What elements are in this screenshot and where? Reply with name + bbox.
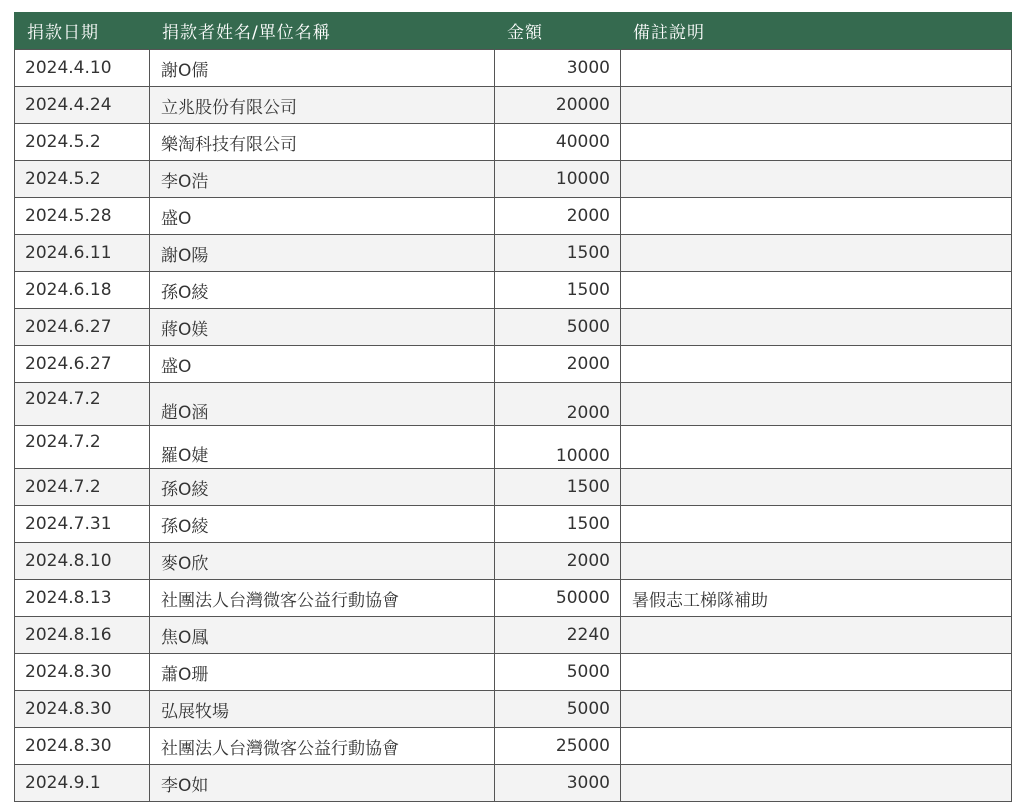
table-row [15,161,1012,198]
amount-cell: 3000 [495,50,621,87]
donor-name-cell: 盛O [150,198,495,235]
donor-name-cell: 孫O綾 [150,469,495,506]
table-header [15,12,1012,50]
donor-name-cell: 李O浩 [150,161,495,198]
donor-name-cell: 李O如 [150,765,495,802]
table-row [15,654,1012,691]
date-cell: 2024.6.18 [15,272,150,309]
table-body [15,50,1012,802]
note-cell [621,124,1012,161]
donor-name-cell: 社團法人台灣微客公益行動協會 [150,728,495,765]
date-cell: 2024.7.2 [15,469,150,506]
table-row [15,469,1012,506]
amount-cell: 2000 [495,198,621,235]
note-cell [621,235,1012,272]
date-cell: 2024.6.27 [15,346,150,383]
donor-name-cell: 盛O [150,346,495,383]
note-cell [621,765,1012,802]
donor-name-cell: 弘展牧場 [150,691,495,728]
donation-table [14,12,1012,802]
table-row [15,235,1012,272]
amount-cell: 5000 [495,691,621,728]
table-row [15,309,1012,346]
date-cell: 2024.6.11 [15,235,150,272]
amount-cell: 1500 [495,506,621,543]
date-cell: 2024.4.24 [15,87,150,124]
note-cell [621,383,1012,426]
date-cell: 2024.8.16 [15,617,150,654]
date-cell: 2024.7.31 [15,506,150,543]
donor-name-cell: 蕭O珊 [150,654,495,691]
amount-cell: 2000 [495,383,621,426]
note-cell [621,691,1012,728]
date-cell: 2024.4.10 [15,50,150,87]
note-cell [621,506,1012,543]
note-cell [621,728,1012,765]
note-cell [621,346,1012,383]
header-date: 捐款日期 [15,12,150,50]
note-cell [621,161,1012,198]
amount-cell: 2000 [495,346,621,383]
donor-name-cell: 焦O鳳 [150,617,495,654]
table-row [15,506,1012,543]
amount-cell: 10000 [495,426,621,469]
donor-name-cell: 孫O綾 [150,272,495,309]
date-cell: 2024.8.13 [15,580,150,617]
amount-cell: 3000 [495,765,621,802]
date-cell: 2024.5.28 [15,198,150,235]
note-cell [621,426,1012,469]
donor-name-cell: 立兆股份有限公司 [150,87,495,124]
donor-name-cell: 羅O婕 [150,426,495,469]
table-row [15,580,1012,617]
amount-cell: 1500 [495,272,621,309]
date-cell: 2024.8.30 [15,654,150,691]
note-cell [621,309,1012,346]
amount-cell: 2000 [495,543,621,580]
donor-name-cell: 麥O欣 [150,543,495,580]
amount-cell: 20000 [495,87,621,124]
table-row [15,124,1012,161]
amount-cell: 2240 [495,617,621,654]
donation-table-container [14,12,1011,802]
note-cell [621,543,1012,580]
table-row [15,543,1012,580]
date-cell: 2024.7.2 [15,426,150,469]
date-cell: 2024.8.30 [15,691,150,728]
table-row [15,617,1012,654]
donor-name-cell: 孫O綾 [150,506,495,543]
date-cell: 2024.8.10 [15,543,150,580]
donor-name-cell: 社團法人台灣微客公益行動協會 [150,580,495,617]
date-cell: 2024.9.1 [15,765,150,802]
header-note: 備註說明 [621,12,1012,50]
table-row [15,426,1012,469]
donor-name-cell: 樂淘科技有限公司 [150,124,495,161]
donor-name-cell: 謝O儒 [150,50,495,87]
table-row [15,728,1012,765]
note-cell [621,617,1012,654]
donor-name-cell: 謝O陽 [150,235,495,272]
table-row [15,50,1012,87]
note-cell [621,272,1012,309]
table-row [15,691,1012,728]
date-cell: 2024.5.2 [15,124,150,161]
note-cell [621,654,1012,691]
amount-cell: 25000 [495,728,621,765]
amount-cell: 1500 [495,469,621,506]
note-cell: 暑假志工梯隊補助 [621,580,1012,617]
note-cell [621,87,1012,124]
amount-cell: 5000 [495,309,621,346]
date-cell: 2024.7.2 [15,383,150,426]
amount-cell: 40000 [495,124,621,161]
donor-name-cell: 蔣O媄 [150,309,495,346]
amount-cell: 1500 [495,235,621,272]
date-cell: 2024.8.30 [15,728,150,765]
table-row [15,765,1012,802]
amount-cell: 50000 [495,580,621,617]
amount-cell: 10000 [495,161,621,198]
header-donor-name: 捐款者姓名/單位名稱 [150,12,495,50]
date-cell: 2024.6.27 [15,309,150,346]
amount-cell: 5000 [495,654,621,691]
table-row [15,87,1012,124]
note-cell [621,469,1012,506]
note-cell [621,198,1012,235]
table-row [15,346,1012,383]
header-row [15,12,1012,50]
header-amount: 金額 [495,12,621,50]
donor-name-cell: 趙O涵 [150,383,495,426]
date-cell: 2024.5.2 [15,161,150,198]
note-cell [621,50,1012,87]
table-row [15,272,1012,309]
table-row [15,198,1012,235]
table-row [15,383,1012,426]
